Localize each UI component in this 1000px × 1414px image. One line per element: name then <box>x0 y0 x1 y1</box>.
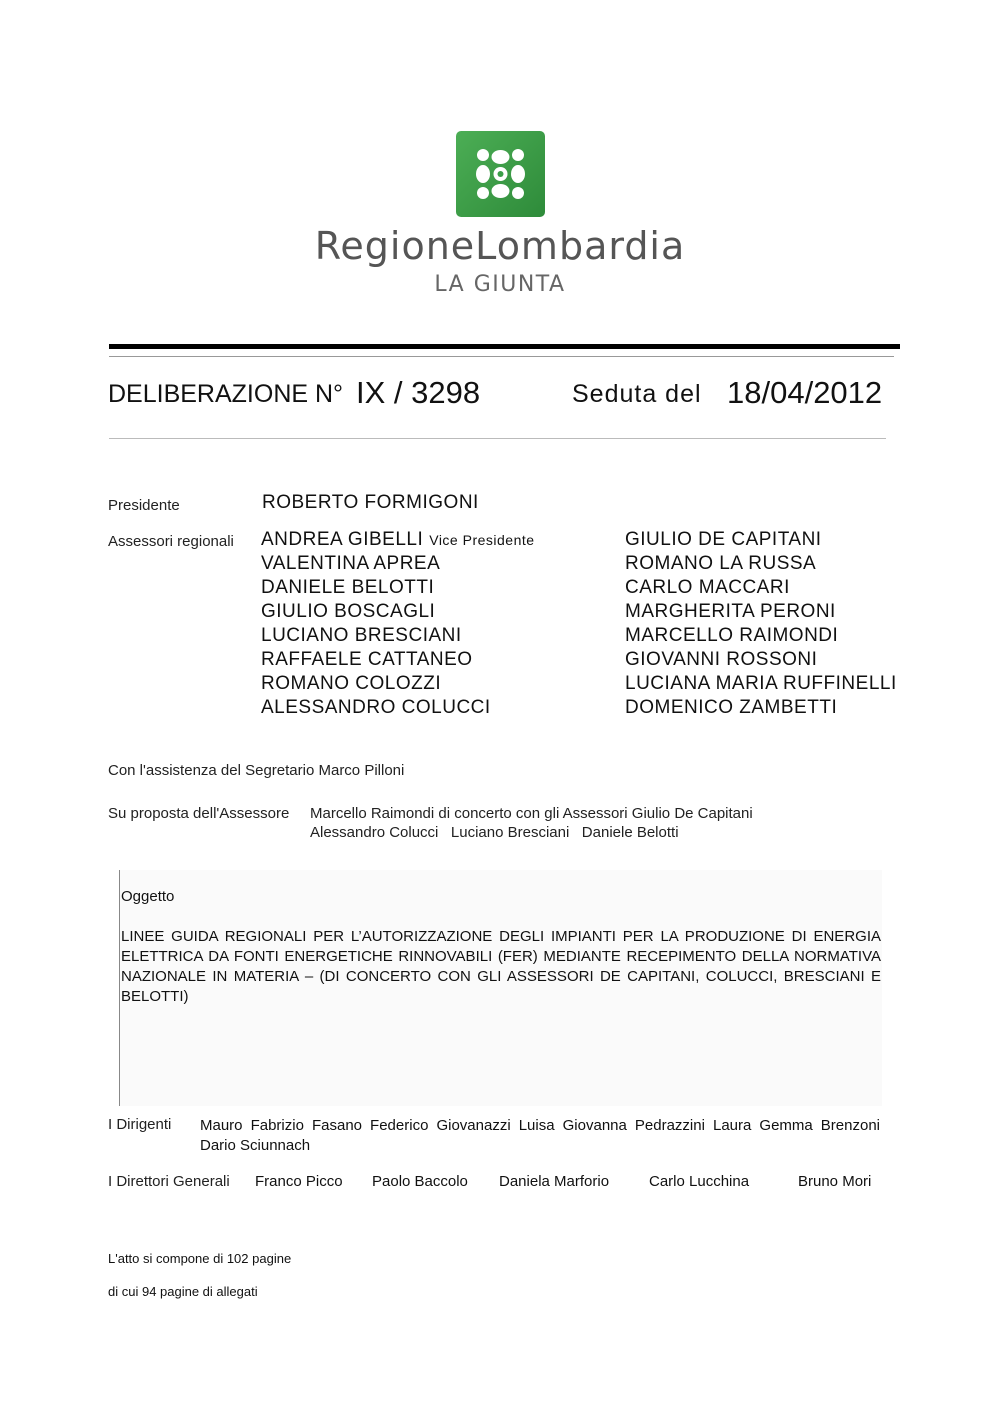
logo-subtitle: LA GIUNTA <box>434 272 566 297</box>
assessore-name: DANIELE BELOTTI <box>261 577 435 598</box>
assessori-column-1 <box>261 528 535 720</box>
assessore-name: LUCIANO BRESCIANI <box>261 625 462 646</box>
proposta-line-1: Marcello Raimondi di concerto con gli Assessori Giulio De Capitani <box>310 805 753 822</box>
assessore-name: GIOVANNI ROSSONI <box>625 649 818 670</box>
assessore-name: ROMANO COLOZZI <box>261 673 442 694</box>
lombardy-rose-icon <box>456 131 545 217</box>
assessori-label: Assessori regionali <box>108 533 234 550</box>
dirigenti-names: Mauro Fabrizio Fasano Federico Giovanazzi Luisa Giovanna Pedrazzini Laura Gemma Brenzoni Dario Sciunnach <box>200 1117 880 1154</box>
direttore-name: Daniela Marforio <box>499 1173 610 1190</box>
assessore-name: MARGHERITA PERONI <box>625 601 836 622</box>
assessore-name: ALESSANDRO COLUCCI <box>261 697 491 718</box>
deliberazione-number: IX / 3298 <box>356 375 481 410</box>
dirigenti-label: I Dirigenti <box>108 1116 172 1133</box>
oggetto-title: Oggetto <box>121 888 175 905</box>
section-divider <box>109 438 886 439</box>
direttore-name: Franco Picco <box>255 1173 343 1190</box>
direttori-label: I Direttori Generali <box>108 1173 230 1190</box>
presidente-name: ROBERTO FORMIGONI <box>262 492 479 513</box>
direttore-name: Carlo Lucchina <box>649 1173 750 1190</box>
assessore-name: ROMANO LA RUSSA <box>625 553 817 574</box>
assessore-name: DOMENICO ZAMBETTI <box>625 697 838 718</box>
seduta-date: 18/04/2012 <box>727 375 883 410</box>
assessore-name: ANDREA GIBELLI Vice Presidente <box>261 529 535 550</box>
deliberazione-label: DELIBERAZIONE N° <box>108 380 344 408</box>
oggetto-text: LINEE GUIDA REGIONALI PER L’AUTORIZZAZIONE DEGLI IMPIANTI PER LA PRODUZIONE DI ENERGIA ELETTRICA DA FONTI ENERGETICHE RINNOVABILI (FER) MEDIANTE RECEPIMENTO DELLA NORMATIVA NAZIONALE IN MATERIA – (DI CONCERTO CON GLI ASSESSORI DE CAPITANI, COLUCCI, BRESCIANI E BELOTTI) <box>121 928 881 1005</box>
assessori-column-2 <box>625 528 897 720</box>
assistenza-text: Con l'assistenza del Segretario Marco Pilloni <box>108 762 405 779</box>
vice-presidente-label: Vice Presidente <box>429 532 535 548</box>
seduta-label: Seduta del <box>572 380 702 408</box>
assessore-name: CARLO MACCARI <box>625 577 790 598</box>
direttore-name: Paolo Baccolo <box>372 1173 468 1190</box>
assessore-name: MARCELLO RAIMONDI <box>625 625 839 646</box>
assessore-name: LUCIANA MARIA RUFFINELLI <box>625 673 897 694</box>
assessore-name: RAFFAELE CATTANEO <box>261 649 473 670</box>
logo-wordmark: RegioneLombardia <box>314 224 686 268</box>
assessore-name: VALENTINA APREA <box>261 553 441 574</box>
assessore-name: GIULIO BOSCAGLI <box>261 601 436 622</box>
header-divider-thin <box>109 356 894 357</box>
direttore-name: Bruno Mori <box>798 1173 872 1190</box>
proposta-label: Su proposta dell'Assessore <box>108 805 290 822</box>
attachments-count: di cui 94 pagine di allegati <box>108 1284 258 1299</box>
assessore-name: GIULIO DE CAPITANI <box>625 529 822 550</box>
region-logo <box>456 131 545 217</box>
pages-count: L'atto si compone di 102 pagine <box>108 1251 292 1266</box>
proposta-line-2: Alessandro Colucci Luciano Bresciani Daniele Belotti <box>310 824 679 841</box>
presidente-label: Presidente <box>108 497 180 514</box>
header-divider-thick <box>109 344 900 349</box>
